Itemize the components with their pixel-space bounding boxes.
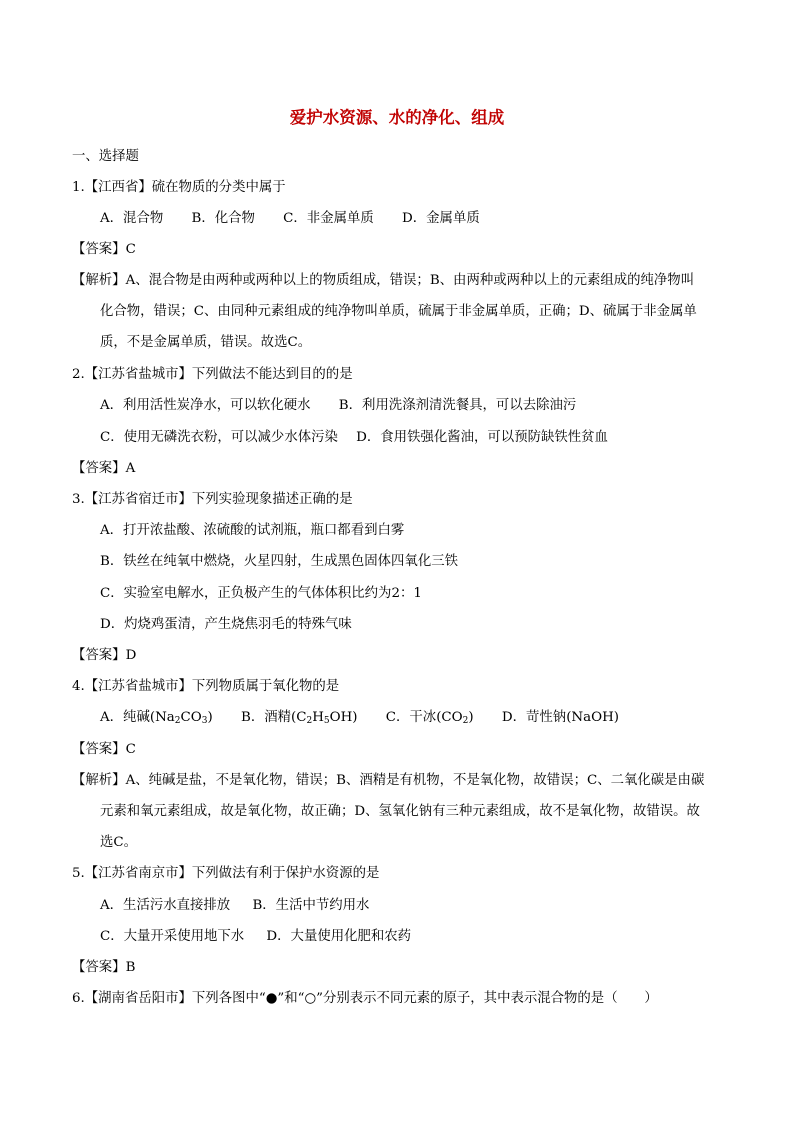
page-title: 爱护水资源、水的净化、组成	[289, 108, 505, 127]
question-5-stem: 5.【江苏省南京市】下列做法有利于保护水资源的是	[72, 866, 380, 881]
answer-label: 【答案】	[72, 242, 126, 257]
question-2-options-row	[100, 426, 632, 445]
q4-option-a-text: )	[207, 710, 213, 725]
q2-option-c: C．使用无磷洗衣粉，可以减少水体污染	[100, 430, 338, 445]
q4-option-a	[100, 706, 213, 725]
q4-option-a-text: CO	[180, 710, 202, 725]
answer-label: 【答案】	[72, 461, 126, 476]
q5-option-b: B．生活中节约用水	[252, 898, 370, 913]
question-5-options-row	[100, 894, 393, 913]
subscript: 3	[201, 716, 208, 726]
q3-option-c: C．实验室电解水，正负极产生的气体体积比约为2：1	[100, 586, 422, 601]
q3-option-d: D．灼烧鸡蛋清，产生烧焦羽毛的特殊气味	[100, 617, 352, 632]
question-1-analysis-line: 质，不是金属单质，错误。故选C。	[100, 335, 312, 350]
q4-option-b-text: OH)	[329, 710, 358, 725]
q1-option-b: B．化合物	[191, 211, 255, 226]
q4-option-b	[241, 706, 358, 725]
answer-value: C	[125, 242, 136, 257]
analysis-label: 【解析】	[72, 273, 126, 288]
question-1-options	[100, 207, 504, 226]
section-heading: 一、选择题	[72, 149, 139, 164]
q4-option-c	[386, 706, 474, 725]
question-5-options-row	[100, 925, 435, 944]
answer-value: A	[125, 461, 136, 476]
answer-value: B	[125, 960, 136, 975]
q4-option-c-text: C．干冰(CO	[385, 710, 463, 725]
analysis-text: A、混合物是由两种或两种以上的物质组成，错误；B、由两种或两种以上的元素组成的纯净物叫	[125, 273, 695, 288]
q4-option-b-text: H	[312, 710, 324, 725]
q2-option-b: B．利用洗涤剂清洗餐具，可以去除油污	[338, 398, 577, 413]
question-1-analysis-line	[72, 269, 694, 288]
question-1-analysis-line: 化合物，错误；C、由同种元素组成的纯净物叫单质，硫属于非金属单质，正确；D、硫属于非金属单	[100, 304, 697, 319]
q4-option-d: D．苛性钠(NaOH)	[501, 710, 619, 725]
question-2-answer	[72, 457, 135, 476]
question-1-stem: 1.【江西省】硫在物质的分类中属于	[72, 180, 286, 195]
question-4-analysis-line: 元素和氧元素组成，故是氧化物，故正确；D、氢氧化钠有三种元素组成，故不是氧化物，故错误。故	[100, 804, 700, 819]
question-5-answer	[72, 956, 135, 975]
question-2-stem: 2.【江苏省盐城市】下列做法不能达到目的的是	[72, 367, 353, 382]
q4-option-a-text: A．纯碱(Na	[100, 710, 175, 725]
q1-option-c: C．非金属单质	[283, 211, 374, 226]
q5-option-c: C．大量开采使用地下水	[100, 929, 245, 944]
question-4-answer	[72, 738, 136, 757]
question-1-answer	[72, 238, 136, 257]
q2-option-d: D．食用铁强化酱油，可以预防缺铁性贫血	[356, 430, 608, 445]
q2-option-a: A．利用活性炭净水，可以软化硬水	[100, 398, 311, 413]
subscript: 2	[174, 716, 181, 726]
q1-option-a: A．混合物	[100, 211, 164, 226]
subscript: 5	[323, 716, 330, 726]
question-3-answer	[72, 644, 136, 663]
answer-label: 【答案】	[72, 742, 126, 757]
subscript: 2	[462, 716, 469, 726]
q3-option-a: A．打开浓盐酸、浓硫酸的试剂瓶，瓶口都看到白雾	[100, 523, 405, 538]
q5-option-d: D．大量使用化肥和农药	[266, 929, 412, 944]
question-6-stem: 6.【湖南省岳阳市】下列各图中“●”和“○”分别表示不同元素的原子，其中表示混合物的是（ ）	[72, 991, 658, 1006]
subscript: 2	[306, 716, 313, 726]
answer-value: C	[125, 742, 136, 757]
q1-option-d: D．金属单质	[402, 211, 480, 226]
analysis-label: 【解析】	[72, 773, 126, 788]
question-4-analysis-line: 选C。	[100, 835, 138, 850]
question-3-stem: 3.【江苏省宿迁市】下列实验现象描述正确的是	[72, 492, 353, 507]
answer-label: 【答案】	[72, 648, 126, 663]
q3-option-b: B．铁丝在纯氧中燃烧，火星四射，生成黑色固体四氧化三铁	[100, 554, 458, 569]
question-4-options	[100, 706, 643, 725]
question-2-options-row	[100, 394, 600, 413]
q4-option-c-text: )	[468, 710, 474, 725]
answer-value: D	[125, 648, 137, 663]
answer-label: 【答案】	[72, 960, 126, 975]
q4-option-b-text: B．酒精(C	[240, 710, 307, 725]
question-4-stem: 4.【江苏省盐城市】下列物质属于氧化物的是	[72, 679, 340, 694]
question-4-analysis-line	[72, 769, 704, 788]
q5-option-a: A．生活污水直接排放	[100, 898, 231, 913]
analysis-text: A、纯碱是盐，不是氧化物，错误；B、酒精是有机物，不是氧化物，故错误；C、二氧化碳是由碳	[125, 773, 705, 788]
